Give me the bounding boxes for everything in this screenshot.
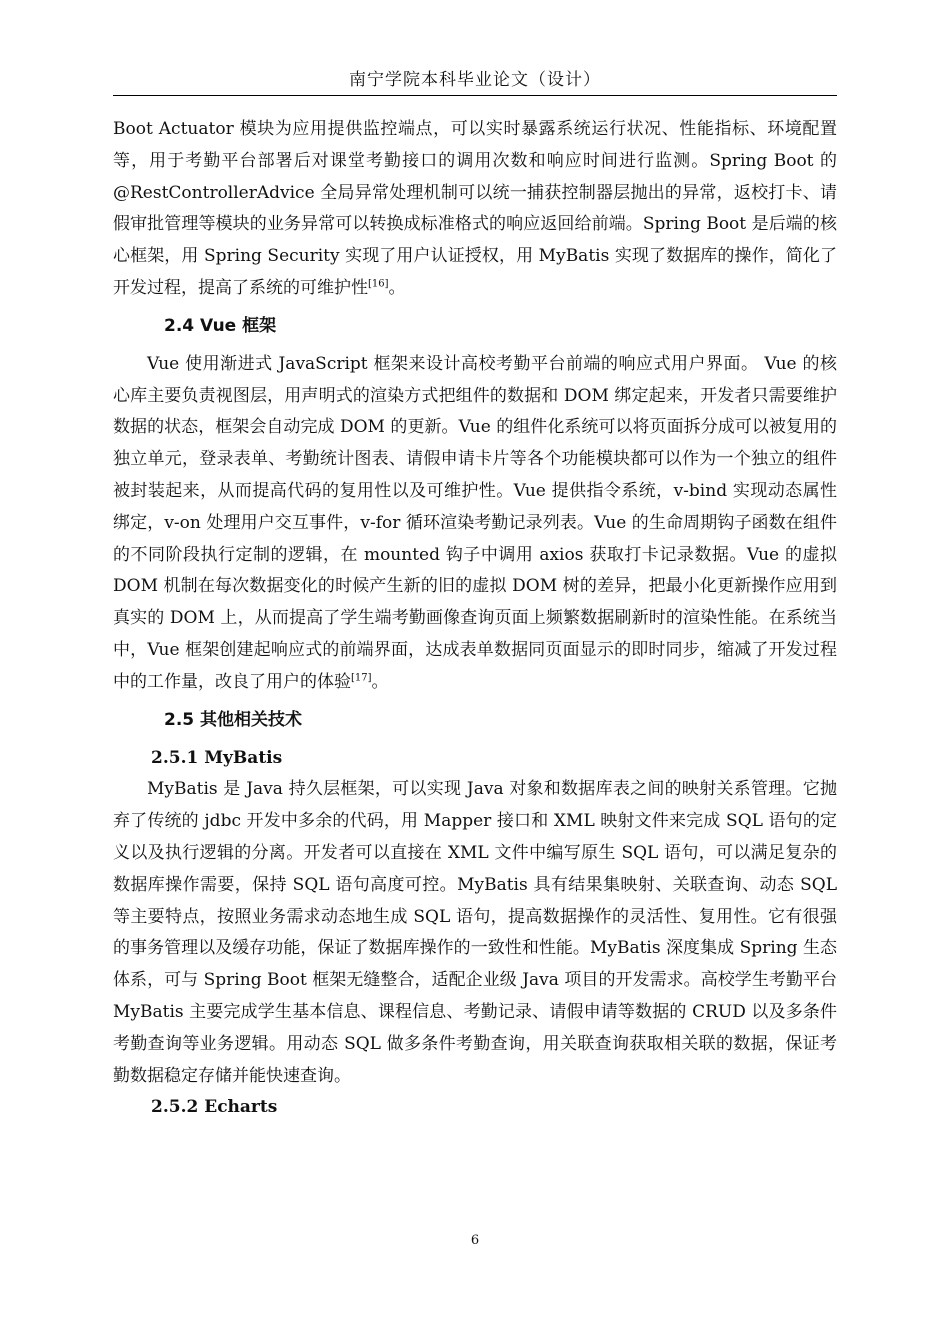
section-heading-2-5: 2.5 其他相关技术 <box>164 709 303 730</box>
paragraph-vue <box>113 349 837 699</box>
page-header-title: 南宁学院本科毕业论文（设计） <box>349 70 601 90</box>
paragraph-spring-boot <box>113 114 837 305</box>
citation: [17] <box>351 672 372 684</box>
paragraph-end: 。 <box>371 671 389 692</box>
paragraph-text: Boot Actuator 模块为应用提供监控端点，可以实时暴露系统运行状况、性能指标、环境配置等，用于考勤平台部署后对课堂考勤接口的调用次数和响应时间进行监测。Spring Boot 的@RestControllerAdvice 全局异常处理机制可以统一捕获控制器层抛出的异常，返校打卡、请假审批管理等模块的业务异常可以转换成标准格式的响应返回给前端。Spring Boot 是后端的核心框架，用 Spring Security 实现了用户认证授权，用 MyBatis 实现了数据库的操作，简化了开发过程，提高了系统的可维护性 <box>113 119 837 298</box>
page-number: 6 <box>470 1233 480 1248</box>
subsection-heading-2-5-1: 2.5.1 MyBatis <box>151 747 283 768</box>
citation: [16] <box>368 278 389 290</box>
paragraph-text: Vue 使用渐进式 JavaScript 框架来设计高校考勤平台前端的响应式用户界面。 Vue 的核心库主要负责视图层，用声明式的渲染方式把组件的数据和 DOM 绑定起来，开发者只需要维护数据的状态，框架会自动完成 DOM 的更新。Vue 的组件化系统可以将页面拆分成可以被复用的独立单元，登录表单、考勤统计图表、请假申请卡片等各个功能模块都可以作为一个独立的组件被封装起来，从而提高代码的复用性以及可维护性。Vue 提供指令系统，v-bind 实现动态属性绑定，v-on 处理用户交互事件，v-for 循环渲染考勤记录列表。Vue 的生命周期钩子函数在组件的不同阶段执行定制的逻辑，在 mounted 钩子中调用 axios 获取打卡记录数据。Vue 的虚拟 DOM 机制在每次数据变化的时候产生新的旧的虚拟 DOM 树的差异，把最小化更新操作应用到真实的 DOM 上，从而提高了学生端考勤画像查询页面上频繁数据刷新时的渲染性能。在系统当中，Vue 框架创建起响应式的前端界面，达成表单数据同页面显示的即时同步，缩减了开发过程中的工作量，改良了用户的体验 <box>113 353 837 692</box>
paragraph-mybatis: MyBatis 是 Java 持久层框架，可以实现 Java 对象和数据库表之间的映射关系管理。它抛弃了传统的 jdbc 开发中多余的代码，用 Mapper 接口和 XML 映射文件来完成 SQL 语句的定义以及执行逻辑的分离。开发者可以直接在 XML 文件中编写原生 SQL 语句，可以满足复杂的数据库操作需要，保持 SQL 语句高度可控。MyBatis 具有结果集映射、关联查询、动态 SQL 等主要特点，按照业务需求动态地生成 SQL 语句，提高数据操作的灵活性、复用性。它有很强的事务管理以及缓存功能，保证了数据库操作的一致性和性能。MyBatis 深度集成 Spring 生态体系，可与 Spring Boot 框架无缝整合，适配企业级 Java 项目的开发需求。高校学生考勤平台 MyBatis 主要完成学生基本信息、课程信息、考勤记录、请假申请等数据的 CRUD 以及多条件考勤查询等业务逻辑。用动态 SQL 做多条件考勤查询，用关联查询获取相关联的数据，保证考勤数据稳定存储并能快速查询。 <box>113 779 837 1086</box>
page-body <box>113 114 837 1124</box>
subsection-heading-2-5-2: 2.5.2 Echarts <box>151 1097 278 1118</box>
paragraph-end: 。 <box>388 277 406 298</box>
section-heading-2-4: 2.4 Vue 框架 <box>164 315 277 336</box>
header-divider <box>113 95 837 96</box>
